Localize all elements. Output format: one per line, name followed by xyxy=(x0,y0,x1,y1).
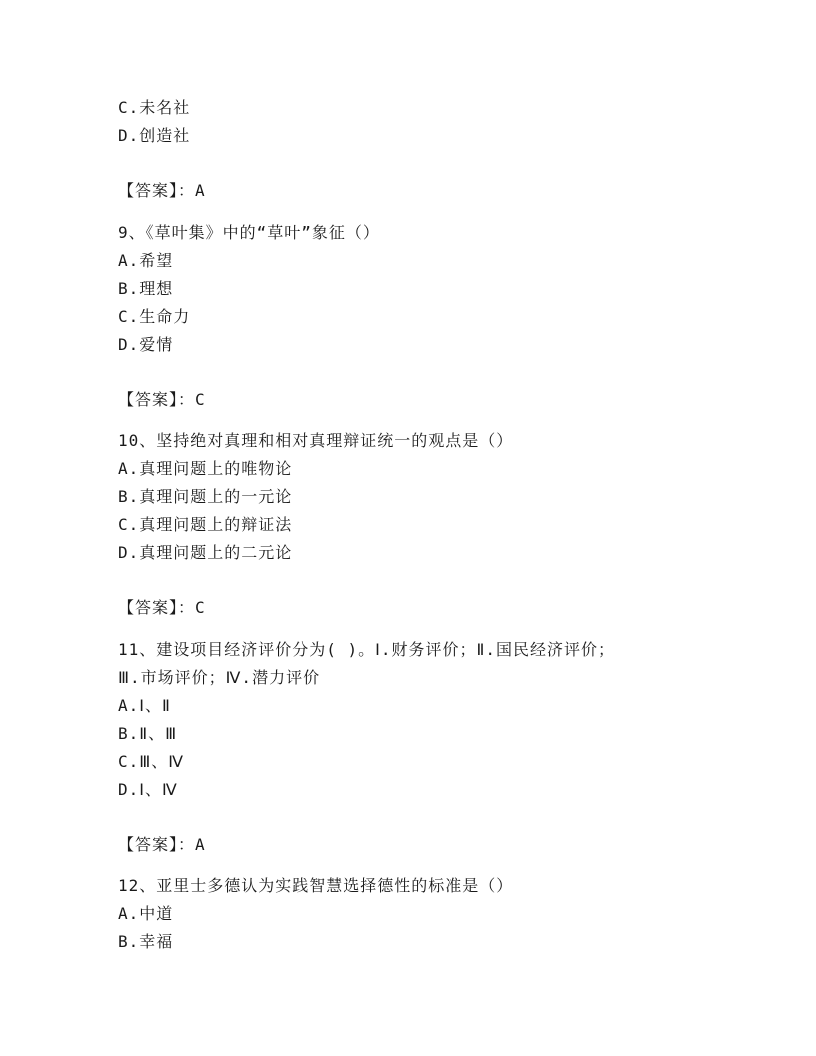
option-d-q10: D.真理问题上的二元论 xyxy=(118,543,293,562)
question-11-line-1: 11、建设项目经济评价分为( )。Ⅰ.财务评价；Ⅱ.国民经济评价； xyxy=(118,640,616,659)
option-b-q10: B.真理问题上的一元论 xyxy=(118,487,293,506)
option-a-q10: A.真理问题上的唯物论 xyxy=(118,459,293,478)
option-a-q12: A.中道 xyxy=(118,904,174,923)
option-b-q9: B.理想 xyxy=(118,279,174,298)
option-c-q9: C.生命力 xyxy=(118,307,191,326)
option-c-q11: C.Ⅲ、Ⅳ xyxy=(118,752,185,771)
question-11-line-2: Ⅲ.市场评价；Ⅳ.潜力评价 xyxy=(118,668,321,687)
option-c-q8: C.未名社 xyxy=(118,98,191,117)
option-b-q12: B.幸福 xyxy=(118,932,174,951)
option-d-q9: D.爱情 xyxy=(118,335,174,354)
option-d-q8: D.创造社 xyxy=(118,126,191,145)
option-a-q9: A.希望 xyxy=(118,251,174,270)
answer-q11: 【答案】：A xyxy=(118,835,206,854)
question-12: 12、亚里士多德认为实践智慧选择德性的标准是（） xyxy=(118,876,514,895)
answer-q9: 【答案】：C xyxy=(118,390,206,409)
answer-q8: 【答案】：A xyxy=(118,181,206,200)
option-b-q11: B.Ⅱ、Ⅲ xyxy=(118,724,178,743)
option-d-q11: D.Ⅰ、Ⅳ xyxy=(118,780,178,799)
option-a-q11: A.Ⅰ、Ⅱ xyxy=(118,696,171,715)
question-9: 9、《草叶集》中的“草叶”象征（） xyxy=(118,223,380,242)
option-c-q10: C.真理问题上的辩证法 xyxy=(118,515,293,534)
answer-q10: 【答案】：C xyxy=(118,598,206,617)
question-10: 10、坚持绝对真理和相对真理辩证统一的观点是（） xyxy=(118,431,514,450)
